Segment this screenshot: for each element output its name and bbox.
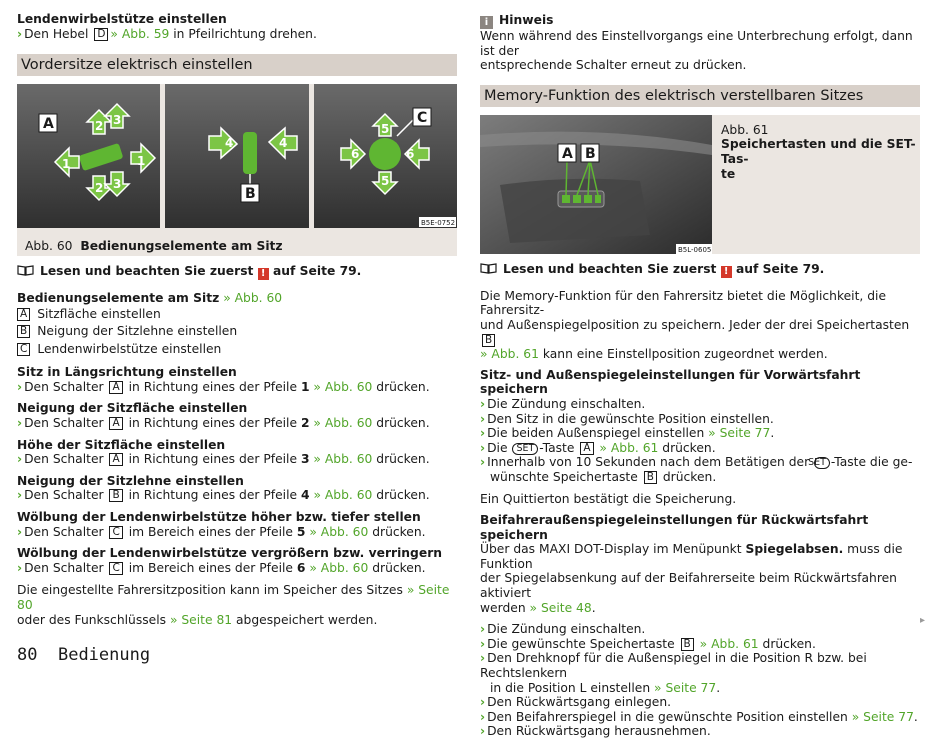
list-item: C Lendenwirbelstütze einstellen <box>17 341 457 359</box>
figure-code: B5E-0752 <box>421 219 456 228</box>
section-heading: Wölbung der Lendenwirbelstütze vergrößern bzw. verringern <box>17 546 443 561</box>
svg-text:5: 5 <box>381 122 390 137</box>
warning-icon: ! <box>258 268 269 280</box>
continue-arrow-icon: ▸ <box>920 615 926 626</box>
figure-link[interactable]: » Abb. 60 <box>309 379 373 394</box>
page-link[interactable]: » Seite 77 <box>654 680 717 695</box>
sections <box>17 365 457 575</box>
switch-b <box>243 132 257 174</box>
svg-text:3: 3 <box>113 113 122 128</box>
page-link[interactable]: » Seite 80 <box>17 583 450 612</box>
instruction-step: › Die gewünschte Speichertaste B » Abb. 61 drücken. <box>480 636 816 651</box>
svg-text:5: 5 <box>381 174 390 189</box>
figure-link[interactable]: » Abb. 61 <box>480 347 539 362</box>
svg-text:2: 2 <box>95 181 104 196</box>
figure-61 <box>480 115 920 254</box>
instruction-step: › Den Schalter A in Richtung eines der Pfeile 2 » Abb. 60 drücken. <box>17 416 430 431</box>
info-icon: i <box>480 16 493 29</box>
read-first-note: Lesen und beachten Sie zuerst ! auf Seite 79. <box>480 262 920 278</box>
page-link[interactable]: » Seite 48 <box>529 600 592 615</box>
figure-link[interactable]: » Abb. 61 <box>695 636 759 651</box>
instruction-step: › Den Sitz in die gewünschte Position einstellen. <box>480 411 774 426</box>
page-footer <box>17 645 150 665</box>
instruction-step: › Den Schalter B in Richtung eines der Pfeile 4 » Abb. 60 drücken. <box>17 488 430 503</box>
section-heading: Neigung der Sitzfläche einstellen <box>17 401 248 416</box>
figure-link[interactable]: » Abb. 60 <box>305 560 369 575</box>
page-number: 80 <box>17 645 38 665</box>
svg-text:4: 4 <box>225 136 234 151</box>
figure-link[interactable]: » Abb. 60 <box>223 291 283 306</box>
figure-link[interactable]: » Abb. 60 <box>305 524 369 539</box>
instruction-step: › Die beiden Außenspiegel einstellen » Seite 77. <box>480 426 775 441</box>
figure-caption: Abb. 60 Bedienungselemente am Sitz <box>25 238 283 253</box>
figure-link[interactable]: » Abb. 61 <box>595 440 659 455</box>
svg-text:A: A <box>43 116 54 133</box>
page-section: Bedienung <box>57 645 151 665</box>
svg-text:6: 6 <box>406 147 415 162</box>
svg-text:6: 6 <box>351 147 360 162</box>
set-key-label: SET <box>512 443 538 455</box>
instruction-step: › Die Zündung einschalten. <box>480 622 646 637</box>
section-band-title: Memory-Funktion des elektrisch verstellbaren Sitzes <box>480 85 920 107</box>
intro-paragraph: Die Memory-Funktion für den Fahrersitz bietet die Möglichkeit, die Fahrersitz- und Außenspiegelposition zu speichern. Jeder der drei Speichertasten B » Abb. 61 kann eine Einstellposition zugeordnet werden. <box>480 288 910 362</box>
figure-60 <box>17 84 457 256</box>
passenger-paragraph: Über das MAXI DOT-Display im Menüpunkt Spiegelabsen. muss die Funktion der Spiegelabsenkung auf der Beifahrerseite beim Rückwärtsfahren aktiviert werden » Seite 48. <box>480 542 903 615</box>
figure-caption: Abb. 61 Speichertasten und die SET-Tas- te <box>721 122 916 181</box>
switch-c <box>369 138 401 170</box>
set-button <box>562 195 570 203</box>
section-band-title: Vordersitze elektrisch einstellen <box>17 54 457 76</box>
page-link[interactable]: » Seite 81 <box>169 612 233 627</box>
figure-link[interactable]: » Abb. 60 <box>309 488 373 503</box>
section-heading: Sitz in Längsrichtung einstellen <box>17 365 237 380</box>
section-heading: Wölbung der Lendenwirbelstütze höher bzw. tiefer stellen <box>17 510 421 525</box>
seat-controls-illustration <box>17 84 457 228</box>
figure-link[interactable]: » Abb. 60 <box>309 452 373 467</box>
svg-text:A: A <box>562 145 573 162</box>
memory-buttons-illustration <box>480 115 712 254</box>
instruction-step: › Den Rückwärtsgang herausnehmen. <box>480 724 711 739</box>
memory-button-2 <box>584 195 592 203</box>
page-link[interactable]: » Seite 77 <box>851 709 914 724</box>
set-key-label: SET <box>814 457 830 469</box>
svg-text:1: 1 <box>137 154 146 169</box>
svg-text:2: 2 <box>95 119 104 134</box>
svg-text:4: 4 <box>279 136 288 151</box>
memory-button-3 <box>595 195 601 203</box>
warning-icon: ! <box>721 266 732 278</box>
instruction-step: › Den Hebel D » Abb. 59 in Pfeilrichtung drehen. <box>17 26 317 41</box>
instruction-step: › Die SET -Taste A » Abb. 61 drücken. <box>480 440 716 455</box>
svg-text:B: B <box>245 186 256 203</box>
closing-paragraph: Die eingestellte Fahrersitzposition kann im Speicher des Sitzes » Seite 80 oder des Funkschlüssels » Seite 81 abgespeichert werden. <box>17 583 450 627</box>
svg-text:B: B <box>585 145 596 162</box>
list-item: A Sitzfläche einstellen <box>17 306 457 324</box>
save-steps: › Die Zündung einschalten. › Den Sitz in die gewünschte Position einstellen. › Die beiden Außenspiegel einstellen » Seite 77. › Die SET -Taste A » Abb. 61 drücken. › Innerhalb von 10 Sekunden nach dem Betätigen der SET -Taste die ge- wünschte Speichertaste B drücken. <box>480 397 920 485</box>
figure-link[interactable]: » Abb. 60 <box>309 416 373 431</box>
instruction-step: › Den Schalter A in Richtung eines der Pfeile 1 » Abb. 60 drücken. <box>17 379 430 394</box>
section-heading: Lendenwirbelstütze einstellen <box>17 12 227 26</box>
section-heading: Neigung der Sitzlehne einstellen <box>17 473 244 488</box>
instruction-step: › Den Schalter C im Bereich eines der Pfeile 5 » Abb. 60 drücken. <box>17 524 426 539</box>
instruction-step: › Den Schalter A in Richtung eines der Pfeile 3 » Abb. 60 drücken. <box>17 452 430 467</box>
instruction-step: › Innerhalb von 10 Sekunden nach dem Betätigen der SET -Taste die ge- <box>480 455 913 470</box>
hint-title: i Hinweis <box>480 13 920 29</box>
section-heading: Höhe der Sitzfläche einstellen <box>17 437 226 452</box>
section-heading: Sitz- und Außenspiegeleinstellungen für Vorwärtsfahrt speichern <box>480 367 861 397</box>
book-icon <box>17 265 34 276</box>
instruction-step: › Die Zündung einschalten. <box>480 396 646 411</box>
instruction-step: › Den Beifahrerspiegel in die gewünschte Position einstellen » Seite 77. <box>480 709 918 724</box>
svg-text:3: 3 <box>113 177 122 192</box>
left-column <box>17 0 457 627</box>
page-link[interactable]: » Seite 77 <box>708 426 771 441</box>
hint-text: Wenn während des Einstellvorgangs eine Unterbrechung erfolgt, dann ist der entsprechende Schalter erneut zu drücken. <box>480 29 913 73</box>
figure-link[interactable]: » Abb. 59 <box>110 26 170 41</box>
key-label: D <box>94 28 108 41</box>
read-first-note: Lesen und beachten Sie zuerst ! auf Seite 79. <box>17 264 457 280</box>
list-item: B Neigung der Sitzlehne einstellen <box>17 323 457 341</box>
right-column <box>480 0 920 739</box>
figure-code: B5L-0605 <box>678 245 712 254</box>
section-heading: Beifahreraußenspiegeleinstellungen für Rückwärtsfahrt speichern <box>480 513 869 542</box>
svg-text:C: C <box>417 110 428 127</box>
confirm-text: Ein Quittierton bestätigt die Speicherung. <box>480 491 737 506</box>
svg-text:1: 1 <box>62 157 71 172</box>
panel-2 <box>165 84 309 228</box>
instruction-step: › Den Drehknopf für die Außenspiegel in die Position R bzw. bei Rechtslenkern <box>480 651 867 681</box>
instruction-step: › Den Rückwärtsgang einlegen. <box>480 695 672 710</box>
controls-list <box>17 306 457 359</box>
book-icon <box>480 263 497 274</box>
instruction-step: › Den Schalter C im Bereich eines der Pfeile 6 » Abb. 60 drücken. <box>17 560 426 575</box>
controls-block: Bedienungselemente am Sitz » Abb. 60 A Sitzfläche einstellen B Neigung der Sitzlehne einstellen C Lendenwirbelstütze einstellen <box>17 291 457 358</box>
memory-button-1 <box>573 195 581 203</box>
passenger-steps: › Die Zündung einschalten. › Die gewünschte Speichertaste B » Abb. 61 drücken. › Den Drehknopf für die Außenspiegel in die Position R bzw. bei Rechtslenkern in die Position L einstellen » Seite 77. › Den Rückwärtsgang einlegen. › Den Beifahrerspiegel in die gewünschte Position einstellen » Seite 77. › Den Rückwärtsgang herausnehmen. <box>480 622 920 739</box>
